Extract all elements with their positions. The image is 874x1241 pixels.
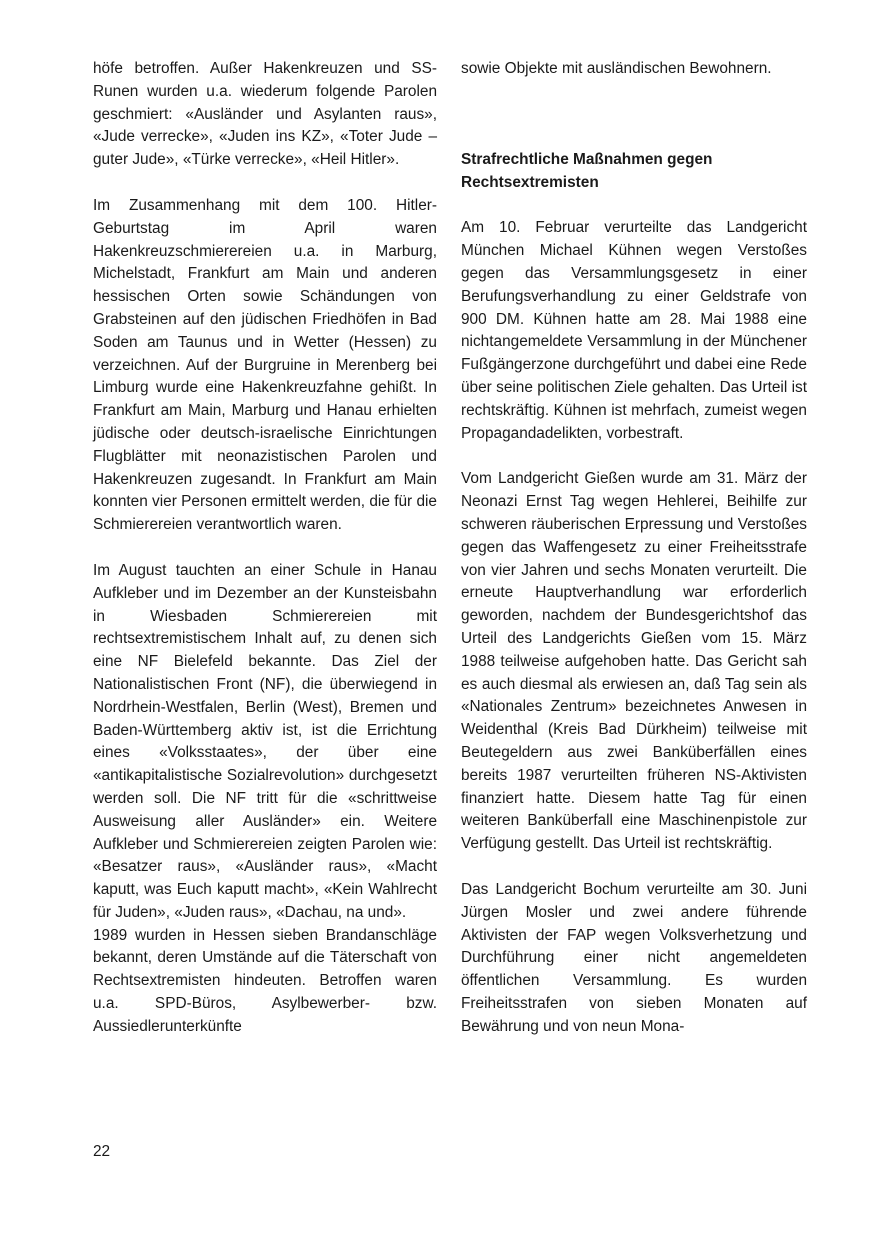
right-column — [461, 58, 807, 1038]
section-heading: Strafrechtliche Maßnahmen gegen Rechtsextremisten — [461, 150, 713, 191]
paragraph: 1989 wurden in Hessen sieben Brandanschläge bekannt, deren Umstände auf die Täterschaft von Rechtsextremisten hindeuten. Betroffen waren u.a. SPD-Büros, Asylbewerber- bzw. Aussiedlerunterkünfte — [93, 926, 437, 1035]
page-number: 22 — [93, 1143, 111, 1160]
paragraph: Am 10. Februar verurteilte das Landgericht München Michael Kühnen wegen Verstoßes gegen das Versammlungsgesetz in einer Berufungsverhandlung zu einer Geldstrafe von 900 DM. Kühnen hatte am 28. Mai 1988 eine nichtangemeldete Versammlung in der Münchener Fußgängerzone durchgeführt und dabei eine Rede über seine politischen Ziele gehalten. Das Urteil ist rechtskräftig. Kühnen ist mehrfach, zumeist wegen Propagandadelikten, vorbestraft. — [461, 219, 807, 442]
left-column — [93, 58, 437, 1039]
paragraph: sowie Objekte mit ausländischen Bewohnern. — [461, 60, 772, 77]
paragraph: höfe betroffen. Außer Hakenkreuzen und SS-Runen wurden u.a. wiederum folgende Parolen geschmiert: «Ausländer und Asylanten raus», «Jude verrecke», «Juden ins KZ», «Toter Jude – guter Jude», «Türke verrecke», «Heil Hitler». — [93, 60, 437, 169]
paragraph: Im Zusammenhang mit dem 100. Hitler-Geburtstag im April waren Hakenkreuzschmierereien u.a. in Marburg, Michelstadt, Frankfurt am Main und anderen hessischen Orten sowie Schändungen von Grabsteinen auf den jüdischen Friedhöfen in Bad Soden am Taunus und in Wetter (Hessen) zu verzeichnen. Auf der Burgruine in Merenberg bei Limburg wurde eine Hakenkreuzfahne gehißt. In Frankfurt am Main, Marburg und Hanau erhielten jüdische oder deutsch-israelische Einrichtungen Flugblätter mit neonazistischen Parolen und Hakenkreuzen zugesandt. In Frankfurt am Main konnten vier Personen ermittelt werden, die für die Schmierereien verantwortlich waren. — [93, 196, 437, 534]
paragraph: Vom Landgericht Gießen wurde am 31. März der Neonazi Ernst Tag wegen Hehlerei, Beihilfe zur schweren räuberischen Erpressung und Verstoßes gegen das Waffengesetz zu einer Freiheitsstrafe von vier Jahren und sechs Monaten verurteilt. Die erneute Hauptverhandlung war erforderlich geworden, nachdem der Bundesgerichtshof das Urteil des Landgerichts Gießen vom 15. März 1988 teilweise aufgehoben hatte. Das Gericht sah es auch diesmal als erwiesen an, daß Tag sein als «Nationales Zentrum» bezeichnetes Anwesen in Weidenthal (Kreis Bad Dürkheim) teilweise mit Beutegeldern aus zwei Banküberfällen eines bereits 1987 verurteilten früheren NS-Aktivisten finanziert hatte. Diesem hatte Tag für einen weiteren Banküberfall eine Maschinenpistole zur Verfügung gestellt. Das Urteil ist rechtskräftig. — [461, 470, 807, 853]
paragraph: Im August tauchten an einer Schule in Hanau Aufkleber und im Dezember an der Kunsteisbahn in Wiesbaden Schmierereien mit rechtsextremistischem Inhalt auf, zu denen sich eine NF Bielefeld bekannte. Das Ziel der Nationalistischen Front (NF), die überwiegend in Nordrhein-Westfalen, Berlin (West), Bremen und Baden-Württemberg aktiv ist, ist die Errichtung eines «Volksstaates», der über eine «antikapitalistische Sozialrevolution» durchgesetzt werden soll. Die NF tritt für die «schrittweise Ausweisung aller Ausländer» ein. Weitere Aufkleber und Schmierereien zeigten Parolen wie: «Besatzer raus», «Ausländer raus», «Macht kaputt, was Euch kaputt macht», «Kein Wahlrecht für Juden», «Juden raus», «Dachau, na und». — [93, 561, 437, 921]
paragraph: Das Landgericht Bochum verurteilte am 30. Juni Jürgen Mosler und zwei andere führende Aktivisten der FAP wegen Volksverhetzung und Durchführung einer nicht angemeldeten öffentlichen Versammlung. Es wurden Freiheitsstrafen von sieben Monaten auf Bewährung und von neun Mona- — [461, 880, 807, 1035]
